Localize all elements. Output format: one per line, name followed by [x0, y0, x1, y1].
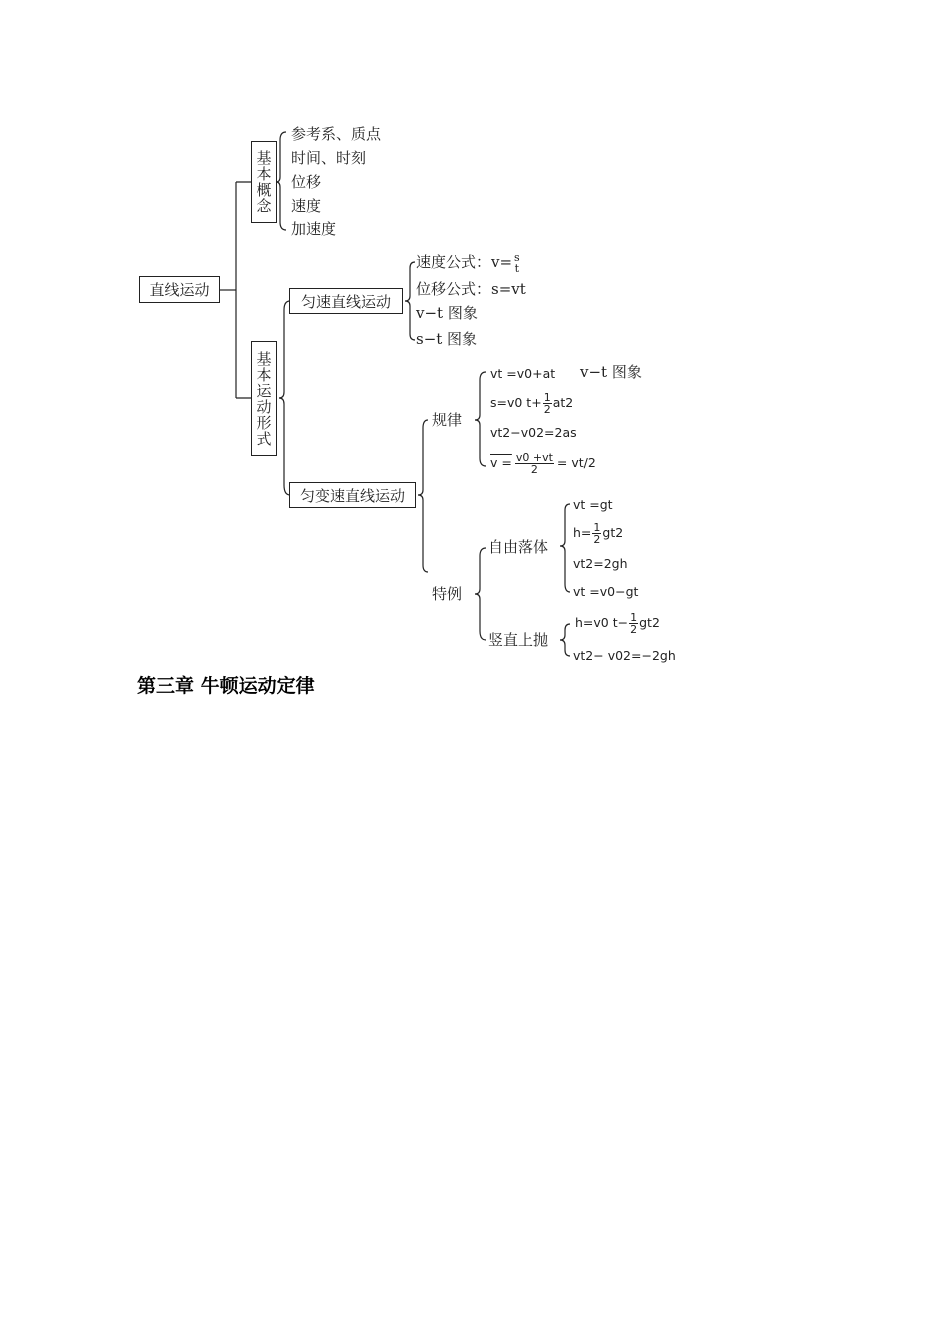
freefall-formula-2: h= $\frac{1}{2}$ gt2 — [573, 521, 624, 546]
law-formula-2: s=v0 t+ $\frac{1}{2}$ at2 — [490, 391, 574, 416]
law-formula-3: vt2−v02=2as — [490, 425, 577, 440]
concept-item: 参考系、质点 — [291, 125, 382, 143]
special-label: 特例 — [432, 585, 463, 603]
chapter-heading: 第三章 牛顿运动定律 — [137, 675, 315, 697]
concepts-label: 基本概念 — [254, 150, 273, 214]
main-bracket — [236, 182, 251, 398]
uniform-label: 匀速直线运动 — [300, 292, 391, 311]
root-node — [139, 276, 220, 303]
speed-formula: 速度公式：v= s t — [416, 251, 520, 275]
displacement-formula: 位移公式：s=vt — [416, 280, 526, 298]
concept-item: 速度 — [291, 197, 322, 215]
uniform-node — [289, 288, 403, 314]
forms-bracket — [279, 301, 290, 495]
st-graph-label: s−t 图象 — [416, 330, 478, 348]
freefall-formula-4: vt =v0−gt — [573, 584, 639, 599]
throw-label: 竖直上抛 — [488, 631, 549, 649]
special-bracket — [475, 548, 486, 640]
freefall-formula-3: vt2=2gh — [573, 556, 628, 571]
throw-bracket — [560, 624, 570, 656]
accel-label: 匀变速直线运动 — [299, 486, 405, 505]
throw-formula-1: h=v0 t− $\frac{1}{2}$ gt2 — [575, 611, 660, 636]
freefall-formula-1: vt =gt — [573, 497, 613, 512]
law-label: 规律 — [432, 411, 463, 429]
throw-formula-2: vt2− v02=−2gh — [573, 648, 676, 663]
law-formula-1: vt =v0+at — [490, 366, 556, 381]
concepts-node — [251, 141, 277, 223]
concept-item: 位移 — [291, 173, 322, 191]
law-formula-1-graph: v−t 图象 — [580, 363, 642, 381]
forms-node — [251, 341, 277, 456]
root-label: 直线运动 — [149, 281, 210, 299]
vt-graph-label: v−t 图象 — [416, 304, 478, 322]
accel-bracket — [418, 420, 428, 572]
freefall-bracket — [560, 504, 570, 592]
law-bracket — [475, 372, 486, 466]
freefall-label: 自由落体 — [488, 538, 549, 556]
concept-item: 加速度 — [291, 220, 337, 238]
law-formula-4: v = $\frac{v0 +vt}{2}$ = vt/2 — [490, 451, 596, 476]
forms-label: 基本运动形式 — [254, 350, 273, 447]
uniform-bracket — [405, 262, 415, 340]
accel-node — [289, 482, 416, 508]
concept-item: 时间、时刻 — [291, 149, 367, 167]
concepts-bracket — [276, 132, 286, 230]
